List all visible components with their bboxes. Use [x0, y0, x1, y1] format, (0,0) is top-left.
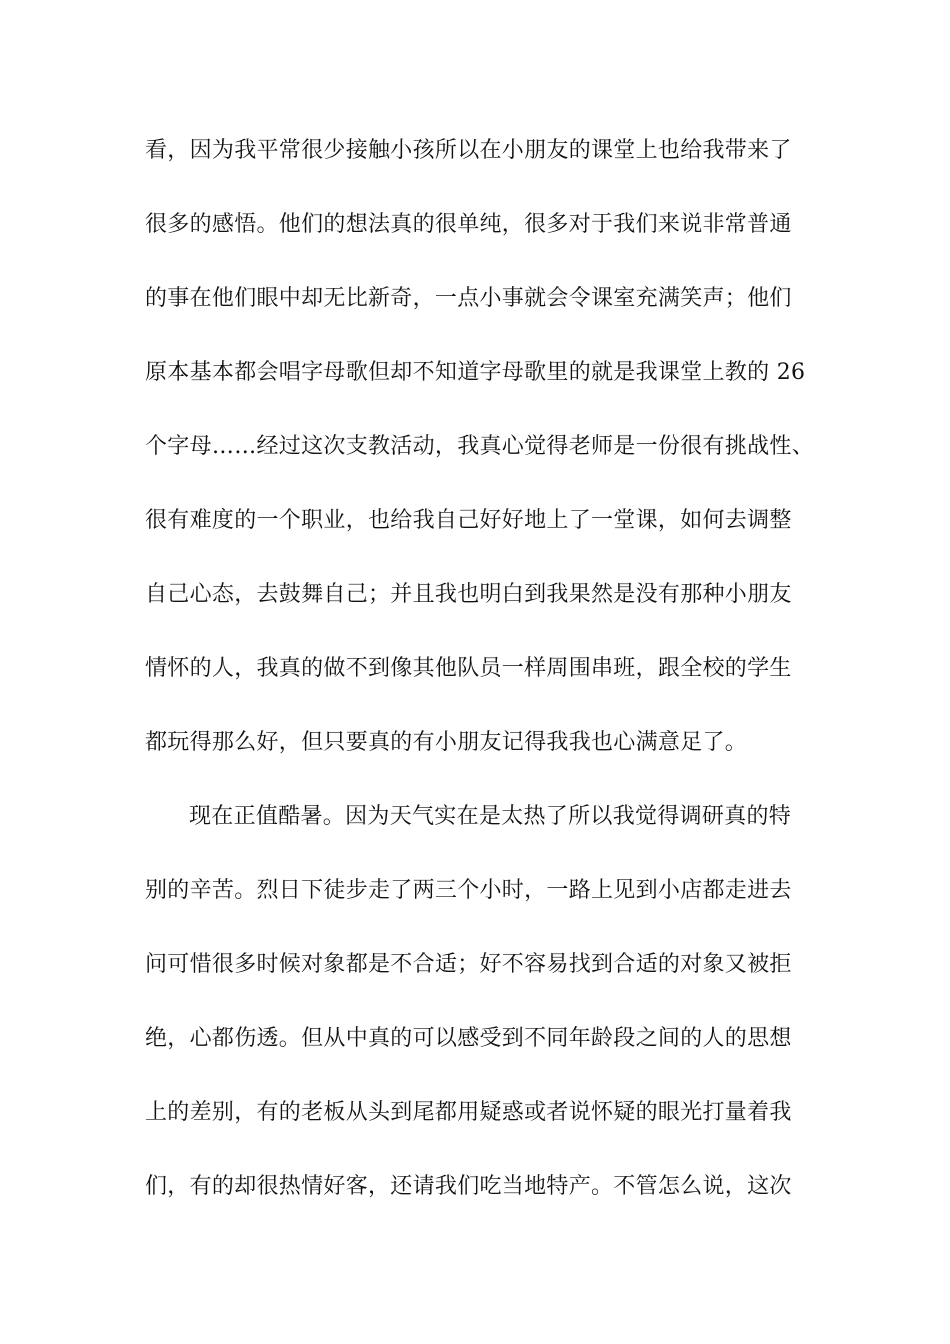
text-line: 都玩得那么好，但只要真的有小朋友记得我我也心满意足了。 [145, 730, 748, 755]
text-line: 看，因为我平常很少接触小孩所以在小朋友的课堂上也给我带来了 [145, 138, 792, 163]
text-line: 绝，心都伤透。但从中真的可以感受到不同年龄段之间的人的思想 [145, 1026, 792, 1051]
text-line: 很有难度的一个职业，也给我自己好好地上了一堂课，如何去调整 [145, 508, 792, 533]
text-line: 原本基本都会唱字母歌但却不知道字母歌里的就是我课堂上教的 26 [145, 360, 806, 385]
text-line: 别的辛苦。烈日下徒步走了两三个小时，一路上见到小店都走进去 [145, 878, 792, 903]
text-line: 们，有的却很热情好客，还请我们吃当地特产。不管怎么说，这次 [145, 1174, 792, 1199]
text-line: 很多的感悟。他们的想法真的很单纯，很多对于我们来说非常普通 [145, 212, 792, 237]
paragraph-first-line: 现在正值酷暑。因为天气实在是太热了所以我觉得调研真的特 [189, 804, 792, 829]
text-line: 上的差别，有的老板从头到尾都用疑惑或者说怀疑的眼光打量着我 [145, 1100, 792, 1125]
text-line: 问可惜很多时候对象都是不合适；好不容易找到合适的对象又被拒 [145, 952, 792, 977]
text-line: 自己心态，去鼓舞自己；并且我也明白到我果然是没有那种小朋友 [145, 582, 792, 607]
text-line: 个字母……经过这次支教活动，我真心觉得老师是一份很有挑战性、 [145, 434, 815, 459]
text-line: 的事在他们眼中却无比新奇，一点小事就会令课室充满笑声；他们 [145, 286, 792, 311]
text-line: 情怀的人，我真的做不到像其他队员一样周围串班，跟全校的学生 [145, 656, 792, 681]
